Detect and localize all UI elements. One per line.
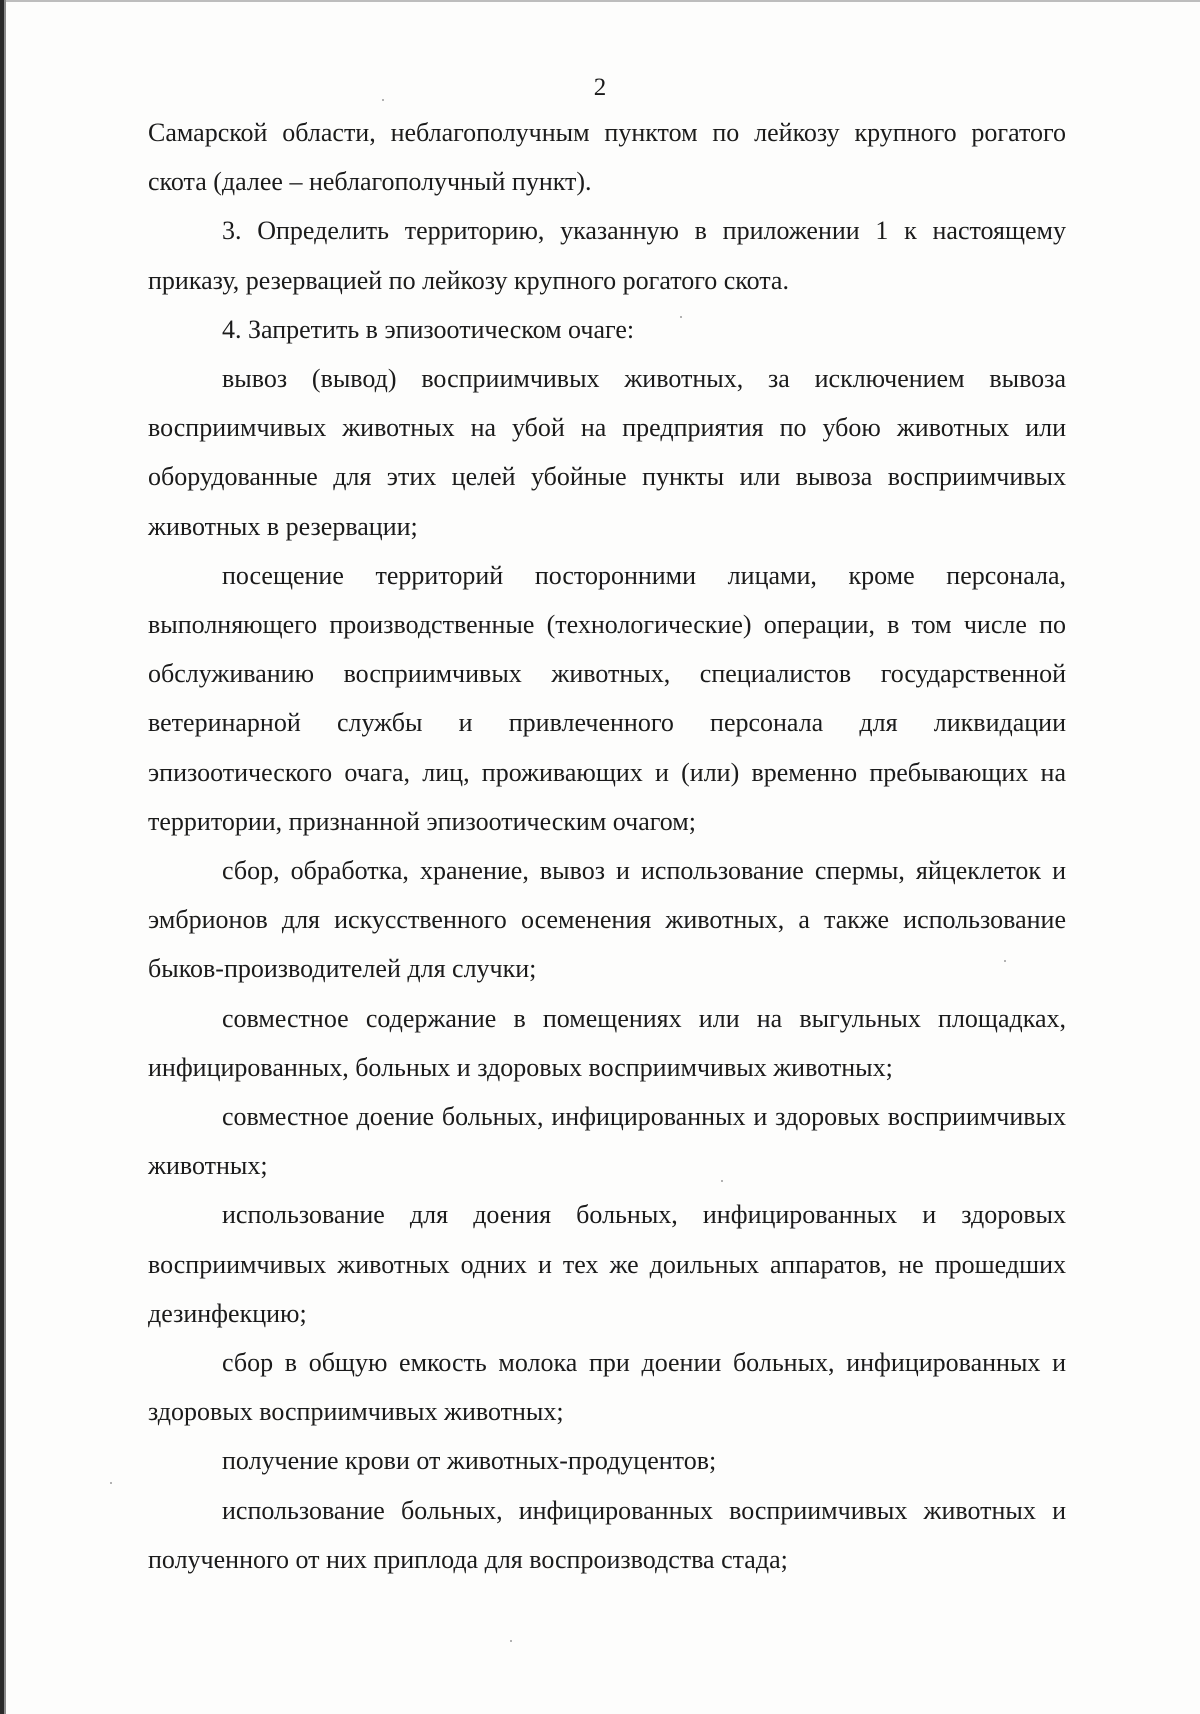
paragraph-prohibition-milk-collection: сбор в общую емкость молока при доении больных, инфицированных и здоровых восприимчивых животных; [148, 1348, 1066, 1427]
scan-speck [110, 1482, 112, 1484]
paragraph-prohibition-milking-apparatus: использование для доения больных, инфицированных и здоровых восприимчивых животных одних и тех же доильных аппаратов, не прошедших дезинфекцию; [148, 1200, 1066, 1328]
scan-speck [510, 1640, 512, 1642]
document-body [148, 108, 1066, 1584]
paragraph-continuation: Самарской области, неблагополучным пунктом по лейкозу крупного рогатого скота (далее – неблагополучный пункт). [148, 118, 1066, 197]
scan-edge-left-shadow [4, 0, 6, 1714]
paragraph-prohibition-export: вывоз (вывод) восприимчивых животных, за исключением вывоза восприимчивых животных на убой на предприятия по убою животных или оборудованные для этих целей убойные пункты или вывоза восприимчивых животных в резервации; [148, 364, 1066, 541]
paragraph-prohibition-joint-keeping: совместное содержание в помещениях или на выгульных площадках, инфицированных, больных и здоровых восприимчивых животных; [148, 1003, 1066, 1082]
paragraph-prohibition-joint-milking: совместное доение больных, инфицированных и здоровых восприимчивых животных; [148, 1102, 1066, 1181]
scan-speck [721, 1180, 723, 1182]
paragraph-item-3: 3. Определить территорию, указанную в приложении 1 к настоящему приказу, резервацией по лейкозу крупного рогатого скота. [148, 216, 1066, 295]
paragraph-prohibition-visits: посещение территорий посторонними лицами, кроме персонала, выполняющего производственные (технологические) операции, в том числе по обслуживанию восприимчивых животных, специалистов государственной ветеринарной службы и привлеченного персонала для ликвидации эпизоотического очага, лиц, проживающих и (или) временно пребывающих на территории, признанной эпизоотическим очагом; [148, 560, 1066, 836]
paragraph-prohibition-reproduction: использование больных, инфицированных восприимчивых животных и полученного от них приплода для воспроизводства стада; [148, 1495, 1066, 1574]
page-number: 2 [593, 74, 607, 101]
paragraph-item-4: 4. Запретить в эпизоотическом очаге: [222, 314, 635, 344]
scan-speck [1004, 960, 1006, 962]
scan-speck [382, 99, 384, 101]
scan-edge-top [0, 0, 1200, 2]
paragraph-prohibition-sperm: сбор, обработка, хранение, вывоз и использование спермы, яйцеклеток и эмбрионов для искусственного осеменения животных, а также использование быков-производителей для случки; [148, 856, 1066, 984]
paragraph-prohibition-blood: получение крови от животных-продуцентов; [222, 1446, 717, 1476]
scan-speck [680, 316, 682, 318]
